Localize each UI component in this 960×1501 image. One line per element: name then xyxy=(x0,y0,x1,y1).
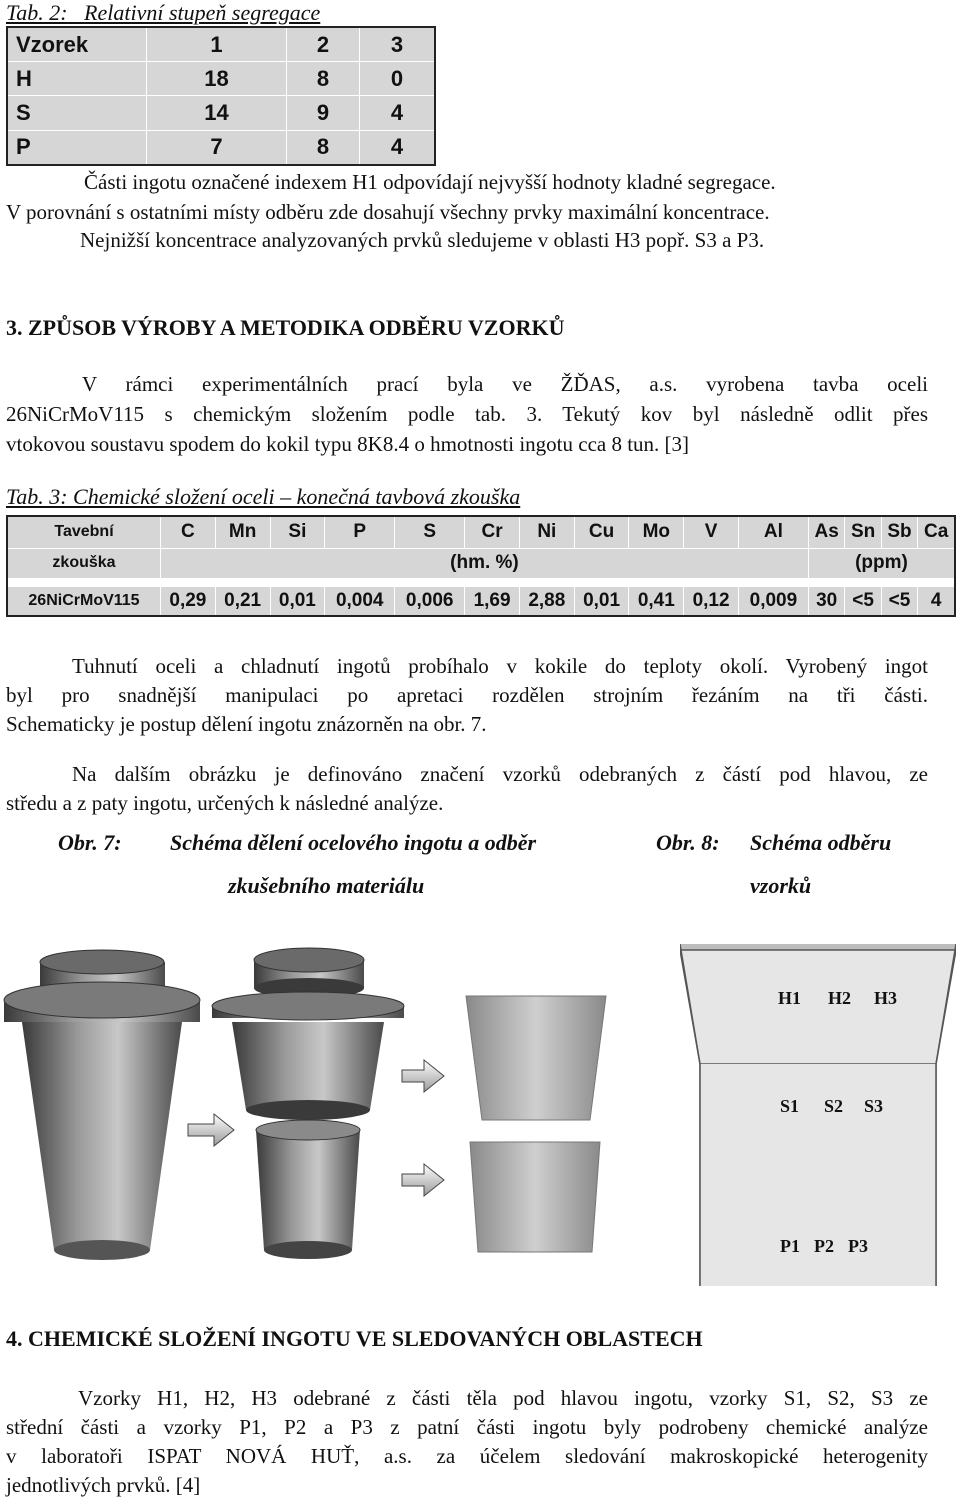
para3-line2: středu a z paty ingotu, určených k následné analýze. xyxy=(6,791,444,815)
tab2-caption-title: Relativní stupeň segregace xyxy=(84,0,321,25)
table-cell: 26NiCrMoV115 xyxy=(7,586,161,616)
table-header-cell: P xyxy=(325,516,395,548)
table-header-cell: C xyxy=(161,516,216,548)
table-header-cell: Ca xyxy=(918,516,955,548)
table-cell: 0,41 xyxy=(629,586,684,616)
sample-label-s3: S3 xyxy=(864,1096,884,1116)
tab3-caption-text: Tab. 3: Chemické složení oceli – konečná tavbová zkouška xyxy=(6,484,521,509)
sample-plate-lower xyxy=(470,1142,600,1252)
table-header-cell: As xyxy=(808,516,844,548)
arrow-right-icon xyxy=(402,1060,444,1092)
section3-line1: V rámci experimentálních prací byla ve ŽĎAS, a.s. vyrobena tavba oceli xyxy=(82,372,928,396)
table-unit-pct: (hm. %) xyxy=(161,548,809,578)
table-header-cell: Sb xyxy=(881,516,917,548)
split-ingot xyxy=(212,948,404,1259)
table-cell: 14 xyxy=(147,96,287,130)
section4-line1: Vzorky H1, H2, H3 odebrané z části těla pod hlavou ingotu, vzorky S1, S2, S3 ze xyxy=(78,1386,928,1410)
section3-line2: 26NiCrMoV115 s chemickým složením podle tab. 3. Tekutý kov byl následně odlit přes xyxy=(6,402,928,426)
fig8-label: Obr. 8: xyxy=(656,830,720,855)
para2-line3: Schematicky je postup dělení ingotu znázorněn na obr. 7. xyxy=(6,712,487,736)
table-row xyxy=(7,96,435,130)
sample-label-s1: S1 xyxy=(780,1096,800,1116)
section4-line3: v laboratoři ISPAT NOVÁ HUŤ, a.s. za účelem sledování makroskopické heterogenity xyxy=(6,1444,928,1468)
chemical-composition-table xyxy=(6,515,956,617)
sampling-scheme-shape xyxy=(680,944,956,1286)
table-cell: 0,004 xyxy=(325,586,395,616)
table-cell: 0,009 xyxy=(738,586,808,616)
table-cell: 4 xyxy=(359,96,435,130)
table-header-cell: V xyxy=(684,516,739,548)
tab2-caption xyxy=(6,0,320,26)
table-unit-row xyxy=(7,548,955,578)
table-row xyxy=(7,62,435,96)
segregation-table xyxy=(6,26,436,166)
para1-line3: Nejnižší koncentrace analyzovaných prvků sledujeme v oblasti H3 popř. S3 a P3. xyxy=(80,228,765,252)
tab3-caption xyxy=(6,484,520,510)
table-header-row xyxy=(7,516,955,548)
table-header-cell: Al xyxy=(738,516,808,548)
table-cell: <5 xyxy=(881,586,917,616)
table-cell: 18 xyxy=(147,62,287,96)
arrow-right-icon xyxy=(402,1164,444,1196)
fig8-title-line1: Schéma odběru xyxy=(750,830,892,855)
para1-line2: V porovnání s ostatními místy odběru zde dosahují všechny prvky maximální koncentrace. xyxy=(6,200,770,224)
table-header-cell: S xyxy=(395,516,465,548)
table-cell: 8 xyxy=(287,62,360,96)
table-spacer xyxy=(7,578,955,586)
sample-plate-upper xyxy=(466,996,606,1120)
arrow-right-icon xyxy=(188,1114,234,1146)
section4-line2: střední části a vzorky P1, P2 a P3 z patní části ingotu byly podrobeny chemické analýze xyxy=(6,1415,928,1439)
table-cell: 0,01 xyxy=(574,586,629,616)
table-row xyxy=(7,130,435,165)
table-cell: 0,01 xyxy=(270,586,325,616)
table-cell: 2,88 xyxy=(519,586,574,616)
table-header-row xyxy=(7,27,435,62)
table-row xyxy=(7,586,955,616)
section4-line4: jednotlivých prvků. [4] xyxy=(6,1473,201,1497)
section3-heading: 3. ZPŮSOB VÝROBY A METODIKA ODBĚRU VZORKŮ xyxy=(6,315,565,340)
whole-ingot xyxy=(4,950,200,1260)
para3-line1: Na dalším obrázku je definováno značení vzorků odebraných z částí pod hlavou, ze xyxy=(72,762,928,786)
table-cell: S xyxy=(7,96,147,130)
sample-label-p3: P3 xyxy=(848,1236,868,1256)
table-header-cell: Ni xyxy=(519,516,574,548)
table-cell: 8 xyxy=(287,130,360,165)
table-header-cell: Mn xyxy=(215,516,270,548)
sample-label-s2: S2 xyxy=(824,1096,844,1116)
para2-line1: Tuhnutí oceli a chladnutí ingotů probíhalo v kokile do teploty okolí. Vyrobený ingot xyxy=(72,654,928,678)
sampling-scheme-diagram xyxy=(680,944,956,1286)
section3-line3: vtokovou soustavu spodem do kokil typu 8K8.4 o hmotnosti ingotu cca 8 tun. [3] xyxy=(6,432,690,456)
table-cell: P xyxy=(7,130,147,165)
table-header-cell: Cr xyxy=(465,516,520,548)
table-cell: <5 xyxy=(845,586,881,616)
sample-label-h1: H1 xyxy=(778,988,802,1008)
table-header-cell: Sn xyxy=(845,516,881,548)
table-cell: 0,29 xyxy=(161,586,216,616)
fig7-title-line1: Schéma dělení ocelového ingotu a odběr xyxy=(170,830,537,855)
fig7-title-line2: zkušebního materiálu xyxy=(228,873,425,898)
table-cell: 1,69 xyxy=(465,586,520,616)
table-header-cell: 2 xyxy=(287,27,360,62)
para1-line1: Části ingotu označené indexem H1 odpovídají nejvyšší hodnoty kladné segregace. xyxy=(84,170,776,194)
table-header-cell: Si xyxy=(270,516,325,548)
sample-label-h3: H3 xyxy=(874,988,898,1008)
table-cell: 4 xyxy=(359,130,435,165)
fig7-label: Obr. 7: xyxy=(58,830,122,855)
table-header-cell: Vzorek xyxy=(7,27,147,62)
table-cell: 9 xyxy=(287,96,360,130)
table-header-cell: 3 xyxy=(359,27,435,62)
table-cell: H xyxy=(7,62,147,96)
table-cell: 4 xyxy=(918,586,955,616)
fig8-title-line2: vzorků xyxy=(750,873,812,898)
para2-line2: byl pro snadnější manipulaci po apretaci rozdělen strojním řezáním na tři části. xyxy=(6,683,928,707)
table-unit-ppm: (ppm) xyxy=(808,548,955,578)
table-header-cell: Mo xyxy=(629,516,684,548)
ingot-division-diagram xyxy=(0,930,660,1300)
sample-label-p1: P1 xyxy=(780,1236,800,1256)
table-header-cell: 1 xyxy=(147,27,287,62)
table-cell: 0,21 xyxy=(215,586,270,616)
tab2-caption-label: Tab. 2: xyxy=(6,0,68,25)
table-header-cell: Tavební xyxy=(7,516,161,548)
section4-heading: 4. CHEMICKÉ SLOŽENÍ INGOTU VE SLEDOVANÝCH OBLASTECH xyxy=(6,1326,703,1351)
table-spacer-row xyxy=(7,578,955,586)
table-cell: 30 xyxy=(808,586,844,616)
table-cell: 7 xyxy=(147,130,287,165)
sample-label-p2: P2 xyxy=(814,1236,834,1256)
table-cell: 0,12 xyxy=(684,586,739,616)
table-header-cell: zkouška xyxy=(7,548,161,578)
table-cell: 0 xyxy=(359,62,435,96)
sample-label-h2: H2 xyxy=(828,988,852,1008)
table-header-cell: Cu xyxy=(574,516,629,548)
table-cell: 0,006 xyxy=(395,586,465,616)
